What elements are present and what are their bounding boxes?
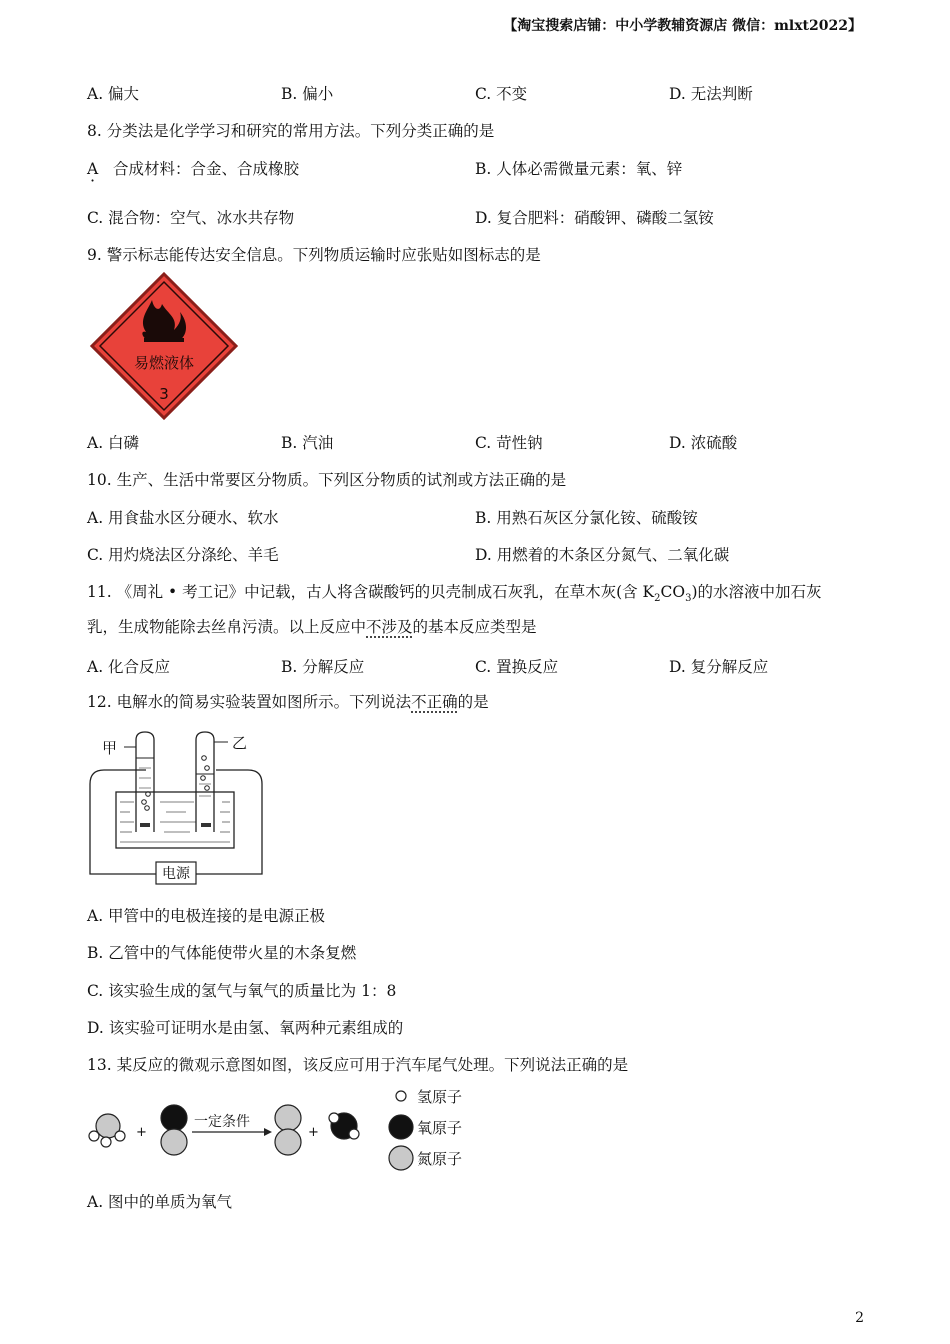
q10-stem: 10. 生产、生活中常要区分物质。下列区分物质的试剂或方法正确的是 [87, 471, 567, 489]
q11-option-c: C. 置换反应 [475, 658, 559, 676]
q12-stem-end: 的是 [457, 693, 489, 711]
q11-line1-text: 11. 《周礼 • 考工记》中记载，古人将含碳酸钙的贝壳制成石灰乳，在草木灰(含 K [87, 583, 655, 601]
q7-option-b: B. 偏小 [281, 85, 334, 103]
label-jia: 甲 [102, 739, 118, 757]
micro-reaction-diagram [84, 1084, 484, 1180]
q12-option-a: A. 甲管中的电极连接的是电源正极 [87, 907, 326, 925]
q12-stem-text: 12. 电解水的简易实验装置如图所示。下列说法 [87, 693, 412, 711]
q11-stem-line2 [87, 615, 537, 637]
q9-option-c: C. 苛性钠 [475, 434, 543, 452]
electrolysis-apparatus [86, 728, 276, 888]
legend-hydrogen: 氢原子 [417, 1088, 463, 1106]
q8-option-b: B. 人体必需微量元素：氧、锌 [475, 160, 683, 178]
sign-number: 3 [159, 385, 169, 403]
plus-sign-2: + [308, 1125, 319, 1140]
q9-option-a: A. 白磷 [87, 434, 140, 452]
q12-stem [87, 690, 489, 712]
q12-option-b: B. 乙管中的气体能使带火星的木条复燃 [87, 944, 357, 962]
label-yi: 乙 [232, 734, 248, 752]
q8-option-a [87, 157, 299, 179]
q11-emph-text: 不涉及 [366, 618, 413, 636]
q10-option-d: D. 用燃着的木条区分氮气、二氧化碳 [475, 546, 730, 564]
page-number: 2 [855, 1310, 864, 1326]
legend-nitrogen: 氮原子 [417, 1150, 463, 1168]
molecule-water [329, 1113, 359, 1139]
legend-oxygen-icon [389, 1115, 413, 1139]
molecule-n2 [275, 1105, 301, 1155]
q11-option-a: A. 化合反应 [87, 658, 171, 676]
legend-oxygen: 氧原子 [417, 1119, 463, 1137]
q8-stem: 8. 分类法是化学学习和研究的常用方法。下列分类正确的是 [87, 122, 495, 140]
q9-option-d: D. 浓硫酸 [669, 434, 738, 452]
q11-sub-3: 3 [685, 593, 692, 605]
q11-line2-end: 的基本反应类型是 [412, 618, 537, 636]
q13-stem: 13. 某反应的微观示意图如图，该反应可用于汽车尾气处理。下列说法正确的是 [87, 1056, 629, 1074]
legend-hydrogen-icon [396, 1091, 406, 1101]
q9-option-b: B. 汽油 [281, 434, 334, 452]
page-header: 【淘宝搜索店铺：中小学教辅资源店 微信：mlxt2022】 [503, 18, 862, 34]
q10-option-b: B. 用熟石灰区分氯化铵、硫酸铵 [475, 509, 698, 527]
molecule-no [161, 1105, 187, 1155]
q10-option-c: C. 用灼烧法区分涤纶、羊毛 [87, 546, 279, 564]
q12-emph-text: 不正确 [411, 693, 458, 711]
q11-option-b: B. 分解反应 [281, 658, 365, 676]
q11-sub-2: 2 [654, 593, 661, 605]
q12-option-d: D. 该实验可证明水是由氢、氧两种元素组成的 [87, 1019, 404, 1037]
q7-option-c: C. 不变 [475, 85, 528, 103]
q7-option-d: D. 无法判断 [669, 85, 753, 103]
q11-emphasis [366, 618, 413, 636]
q8-option-a-letter: A · [87, 160, 98, 178]
q8-option-d: D. 复合肥料：硝酸钾、磷酸二氢铵 [475, 209, 714, 227]
reaction-condition: 一定条件 [194, 1114, 250, 1130]
q11-co: CO [660, 583, 686, 601]
q11-line1-end: )的水溶液中加石灰 [691, 583, 822, 601]
legend-nitrogen-icon [389, 1146, 413, 1170]
q8-option-a-text: 合成材料：合金、合成橡胶 [112, 160, 299, 178]
q8-option-c: C. 混合物：空气、冰水共存物 [87, 209, 295, 227]
q10-option-a: A. 用食盐水区分硬水、软水 [87, 509, 279, 527]
sign-text: 易燃液体 [133, 354, 195, 372]
q11-option-d: D. 复分解反应 [669, 658, 769, 676]
q11-line2-text: 乳，生成物能除去丝帛污渍。以上反应中 [87, 618, 367, 636]
flammable-liquid-sign [88, 270, 240, 422]
plus-sign-1: + [136, 1125, 147, 1140]
q12-option-c: C. 该实验生成的氢气与氧气的质量比为 1：8 [87, 982, 397, 1000]
q13-option-a: A. 图中的单质为氧气 [87, 1193, 233, 1211]
q7-option-a: A. 偏大 [87, 85, 140, 103]
label-power: 电源 [162, 866, 190, 882]
molecule-ammonia [89, 1114, 125, 1147]
q9-stem: 9. 警示标志能传达安全信息。下列物质运输时应张贴如图标志的是 [87, 246, 541, 264]
q11-stem-line1 [87, 580, 822, 604]
